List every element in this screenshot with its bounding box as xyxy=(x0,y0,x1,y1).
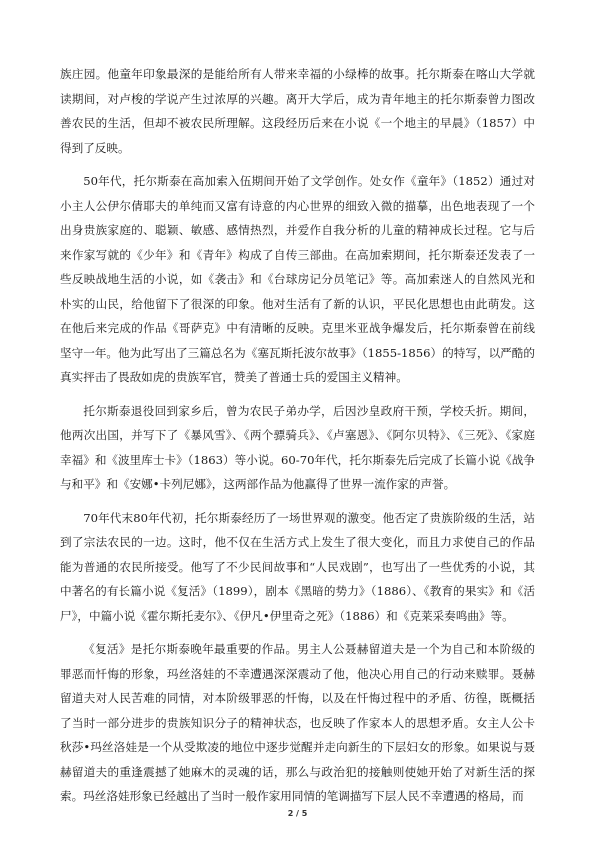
paragraph-2: 50年代，托尔斯泰在高加索入伍期间开始了文学创作。处女作《童年》（1852）通过对小主人公伊尔倩耶夫的单纯而又富有诗意的内心世界的细致入微的描摹，出色地表现了一个出身贵族家庭的、聪颖、敏感、感情热烈，并爱作自我分析的儿童的精神成长过程。它与后来作家写就的《少年》和《青年》构成了自传三部曲。在高加索期间，托尔斯泰还发表了一些反映战地生活的小说，如《袭击》和《台球房记分员笔记》等。高加索迷人的自然风光和朴实的山民，给他留下了很深的印象。他对生活有了新的认识，平民化思想也由此萌发。这在他后来完成的作品《哥萨克》中有清晰的反映。克里米亚战争爆发后，托尔斯泰曾在前线坚守一年。他为此写出了三篇总名为《塞瓦斯托波尔故事》（1855-1856）的特写，以严酷的真实抨击了畏敌如虎的贵族军官，赞美了普通士兵的爱国主义精神。 xyxy=(60,174,535,384)
paragraph-4: 70年代末80年代初，托尔斯泰经历了一场世界观的激变。他否定了贵族阶级的生活，站到了宗法农民的一边。这时，他不仅在生活方式上发生了很大变化，而且力求使自己的作品能为普通的农民所接受。他写了不少民间故事和“人民戏剧”，也写出了一些优秀的小说，其中著名的有长篇小说《复活》（1899），剧本《黑暗的势力》（1886）、《教育的果实》和《活尸》，中篇小说《霍尔斯托麦尔》、《伊凡•伊里奇之死》（1886）和《克莱采奏鸣曲》等。 xyxy=(60,510,535,623)
paragraph-5: 《复活》是托尔斯泰晚年最重要的作品。男主人公聂赫留道夫是一个为自己和本阶级的罪恶而忏悔的形象，玛丝洛娃的不幸遭遇深深震动了他，他决心用自己的行动来赎罪。聂赫留道夫对人民苦难的同情，对本阶级罪恶的忏悔，以及在忏悔过程中的矛盾、彷徨，既概括了当时一部分进步的贵族知识分子的精神状态，也反映了作家本人的思想矛盾。女主人公卡秋莎•玛丝洛娃是一个从受欺凌的地位中逐步觉醒并走向新生的下层妇女的形象。如果说与聂赫留道夫的重逢震撼了她麻木的灵魂的话，那么与政治犯的接触则使她开始了对新生活的探索。玛丝洛娃形象已经越出了当时一般作家用同情的笔调描写下层人民不幸遭遇的格局，而 xyxy=(60,642,535,803)
document-body xyxy=(60,62,535,818)
paragraph-3: 托尔斯泰退役回到家乡后，曾为农民子弟办学，后因沙皇政府干预，学校夭折。期间，他两次出国，并写下了《暴风雪》、《两个骠骑兵》、《卢塞恩》、《阿尔贝特》、《三死》、《家庭幸福》和《波里库士卡》（1863）等小说。60-70年代，托尔斯泰先后完成了长篇小说《战争与和平》和《安娜•卡列尼娜》，这两部作品为他赢得了世界一流作家的声誉。 xyxy=(60,403,535,491)
paragraph-1: 族庄园。他童年印象最深的是能给所有人带来幸福的小绿棒的故事。托尔斯泰在喀山大学就读期间，对卢梭的学说产生过浓厚的兴趣。离开大学后，成为青年地主的托尔斯泰曾力图改善农民的生活，但却不被农民所理解。这段经历后来在小说《一个地主的早晨》（1857）中得到了反映。 xyxy=(60,67,535,155)
page-number: 2 / 5 xyxy=(287,809,308,818)
